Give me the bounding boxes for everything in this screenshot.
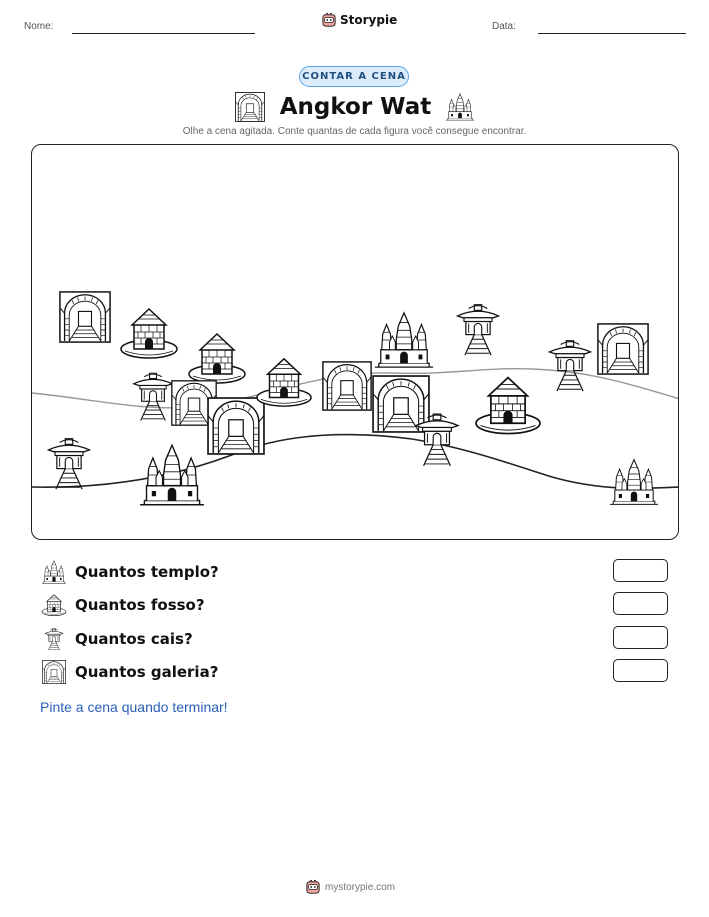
question-row-temple: [41, 560, 219, 584]
activity-tag: CONTAR A CENA: [299, 66, 409, 87]
gallery-icon[interactable]: [59, 290, 111, 344]
name-line[interactable]: [72, 33, 255, 34]
temple-icon: [445, 92, 475, 122]
moat-icon: [41, 593, 67, 617]
moat-icon[interactable]: [119, 305, 179, 361]
gallery-icon[interactable]: [322, 360, 372, 412]
gallery-icon[interactable]: [597, 321, 649, 377]
storypie-logo-icon: [322, 13, 336, 27]
moat-icon[interactable]: [255, 353, 313, 411]
site-url[interactable]: mystorypie.com: [325, 881, 396, 893]
answer-box-moat[interactable]: [613, 592, 668, 615]
pier-icon: [41, 627, 67, 651]
question-gallery: Quantos galeria?: [75, 663, 219, 681]
temple-icon[interactable]: [608, 458, 660, 506]
pier-icon[interactable]: [132, 369, 174, 423]
name-label: Nome:: [24, 21, 54, 32]
page-title: Angkor Wat: [279, 94, 432, 120]
pier-icon[interactable]: [455, 301, 501, 357]
temple-icon[interactable]: [373, 310, 435, 370]
color-instruction: Pinte a cena quando terminar!: [40, 699, 228, 715]
date-label: Data:: [492, 21, 516, 32]
gallery-icon: [41, 660, 67, 684]
question-row-gallery: [41, 660, 218, 684]
question-moat: Quantos fosso?: [75, 596, 205, 614]
pier-icon[interactable]: [46, 435, 92, 491]
answer-box-temple[interactable]: [613, 559, 668, 582]
temple-icon: [41, 560, 67, 584]
site-footer: [306, 880, 395, 894]
scene-panel: [31, 144, 679, 540]
storypie-logo-icon: [306, 880, 320, 894]
instructions: Olhe a cena agitada. Conte quantas de cada figura você consegue encontrar.: [182, 126, 527, 137]
question-temple: Quantos templo?: [75, 563, 219, 581]
moat-icon[interactable]: [473, 373, 543, 437]
question-row-pier: [41, 627, 193, 651]
answer-box-pier[interactable]: [613, 626, 668, 649]
answer-box-gallery[interactable]: [613, 659, 668, 682]
question-row-moat: [41, 593, 205, 617]
temple-icon[interactable]: [138, 443, 206, 507]
question-pier: Quantos cais?: [75, 630, 193, 648]
gallery-icon: [234, 92, 266, 122]
brand-logo: [322, 13, 397, 27]
brand-name: Storypie: [340, 13, 398, 27]
pier-icon[interactable]: [414, 407, 460, 471]
date-line[interactable]: [538, 33, 686, 34]
pier-icon[interactable]: [544, 337, 596, 393]
title-row: [0, 92, 709, 122]
